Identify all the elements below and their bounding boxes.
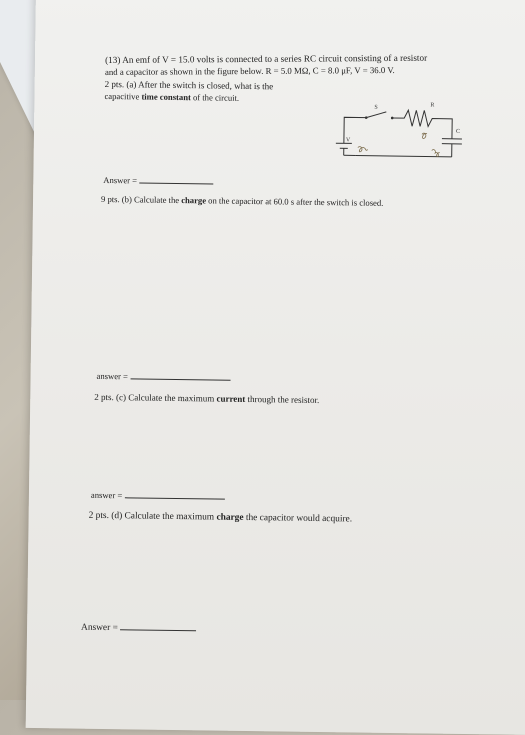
problem-givens: and a capacitor as shown in the figure below. R = 5.0 MΩ, C = 8.0 μF, V = 36.0 V. bbox=[105, 65, 395, 77]
part-a-question bbox=[105, 79, 274, 91]
answer-c-blank[interactable] bbox=[124, 497, 224, 499]
problem-header: (13) An emf of V = 15.0 volts is connected to a series RC circuit consisting of a resistor bbox=[105, 53, 427, 65]
part-c-question: 2 pts. (c) Calculate the maximum current through the resistor. bbox=[94, 392, 319, 405]
answer-d-label: Answer = bbox=[81, 623, 118, 634]
part-d-question: 2 pts. (d) Calculate the maximum charge the capacitor would acquire. bbox=[89, 511, 353, 525]
capacitor-label: C bbox=[456, 129, 460, 135]
rc-circuit-diagram bbox=[333, 97, 474, 179]
battery-label: V bbox=[346, 137, 351, 143]
answer-d-blank[interactable] bbox=[120, 629, 196, 631]
answer-b-row bbox=[97, 371, 231, 383]
switch-label: S bbox=[374, 105, 377, 111]
worksheet-page bbox=[26, 0, 525, 735]
answer-c-row bbox=[91, 490, 225, 502]
part-b-question: 9 pts. (b) Calculate the charge on the capacitor at 60.0 s after the switch is closed. bbox=[101, 194, 383, 208]
answer-a-blank[interactable] bbox=[139, 182, 213, 184]
part-a-points: 2 pts. (a) bbox=[105, 79, 137, 89]
answer-b-blank[interactable] bbox=[130, 378, 230, 380]
resistor-label: R bbox=[430, 103, 434, 109]
answer-c-label: answer = bbox=[91, 490, 122, 500]
answer-b-label: answer = bbox=[97, 371, 128, 381]
handwritten-scribbles bbox=[358, 132, 440, 156]
answer-a-label: Answer = bbox=[103, 175, 137, 185]
answer-d-row bbox=[81, 623, 196, 635]
part-a-question-2: capacitive time constant of the circuit. bbox=[104, 91, 239, 103]
part-a-text: After the switch is closed, what is the bbox=[138, 79, 273, 91]
answer-a-row bbox=[103, 175, 213, 187]
switch-pivot bbox=[365, 116, 368, 119]
switch-contact bbox=[391, 117, 394, 120]
